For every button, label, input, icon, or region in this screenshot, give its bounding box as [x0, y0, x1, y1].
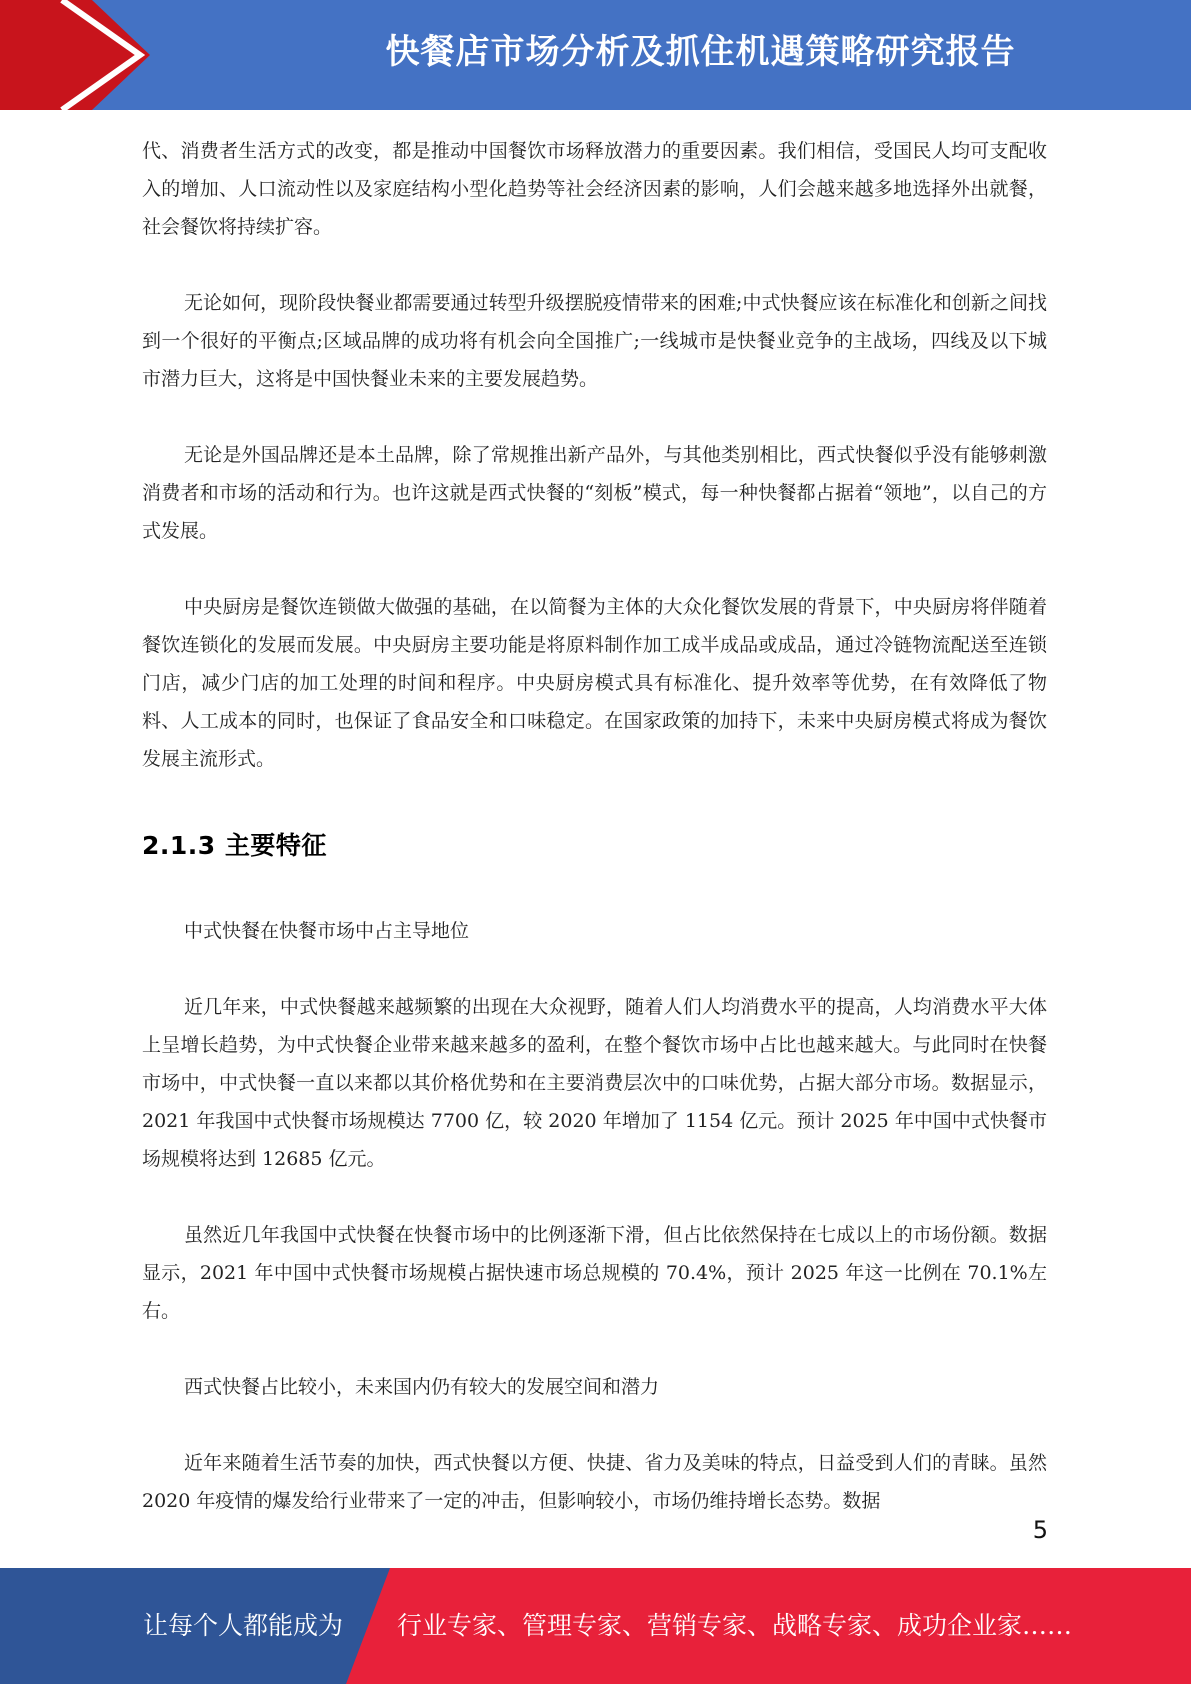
paragraph: 中央厨房是餐饮连锁做大做强的基础，在以简餐为主体的大众化餐饮发展的背景下，中央厨房将伴随着餐饮连锁化的发展而发展。中央厨房主要功能是将原料制作加工成半成品或成品，通过冷链物流配送至连锁门店，减少门店的加工处理的时间和程序。中央厨房模式具有标准化、提升效率等优势，在有效降低了物料、人工成本的同时，也保证了食品安全和口味稳定。在国家政策的加持下，未来中央厨房模式将成为餐饮发展主流形式。 [142, 596, 1047, 770]
report-title: 快餐店市场分析及抓住机遇策略研究报告 [385, 32, 1016, 72]
footer-slogan-left: 让每个人都能成为 [143, 1611, 344, 1640]
header-arrow-decoration [0, 0, 150, 110]
paragraph: 代、消费者生活方式的改变，都是推动中国餐饮市场释放潜力的重要因素。我们相信，受国民人均可支配收入的增加、人口流动性以及家庭结构小型化趋势等社会经济因素的影响，人们会越来越多地选择外出就餐，社会餐饮将持续扩容。 [142, 140, 1047, 238]
page-footer [0, 1568, 1191, 1684]
footer-slogan-right: 行业专家、管理专家、营销专家、战略专家、成功企业家…… [397, 1611, 1073, 1640]
subheading-paragraph: 西式快餐占比较小，未来国内仍有较大的发展空间和潜力 [184, 1376, 660, 1398]
paragraph: 无论是外国品牌还是本土品牌，除了常规推出新产品外，与其他类别相比，西式快餐似乎没有能够刺激消费者和市场的活动和行为。也许这就是西式快餐的“刻板”模式，每一种快餐都占据着“领地”，以自己的方式发展。 [142, 444, 1047, 542]
page-content [142, 132, 1047, 1520]
paragraph: 近年来随着生活节奏的加快，西式快餐以方便、快捷、省力及美味的特点，日益受到人们的青睐。虽然 2020 年疫情的爆发给行业带来了一定的冲击，但影响较小，市场仍维持增长态势。数据 [142, 1452, 1047, 1512]
page-number: 5 [1032, 1516, 1048, 1544]
subheading-paragraph: 中式快餐在快餐市场中占主导地位 [184, 920, 470, 942]
paragraph: 近几年来，中式快餐越来越频繁的出现在大众视野，随着人们人均消费水平的提高，人均消费水平大体上呈增长趋势，为中式快餐企业带来越来越多的盈利，在整个餐饮市场中占比也越来越大。与此同时在快餐市场中，中式快餐一直以来都以其价格优势和在主要消费层次中的口味优势，占据大部分市场。数据显示，2021 年我国中式快餐市场规模达 7700 亿，较 2020 年增加了 1154 亿元。预计 2025 年中国中式快餐市场规模将达到 12685 亿元。 [142, 996, 1047, 1170]
section-heading: 2.1.3 主要特征 [142, 831, 327, 860]
page-header [0, 0, 1191, 110]
paragraph: 无论如何，现阶段快餐业都需要通过转型升级摆脱疫情带来的困难;中式快餐应该在标准化和创新之间找到一个很好的平衡点;区域品牌的成功将有机会向全国推广;一线城市是快餐业竞争的主战场，四线及以下城市潜力巨大，这将是中国快餐业未来的主要发展趋势。 [142, 292, 1047, 390]
paragraph: 虽然近几年我国中式快餐在快餐市场中的比例逐渐下滑，但占比依然保持在七成以上的市场份额。数据显示，2021 年中国中式快餐市场规模占据快速市场总规模的 70.4%，预计 2025 年这一比例在 70.1%左右。 [142, 1224, 1047, 1322]
